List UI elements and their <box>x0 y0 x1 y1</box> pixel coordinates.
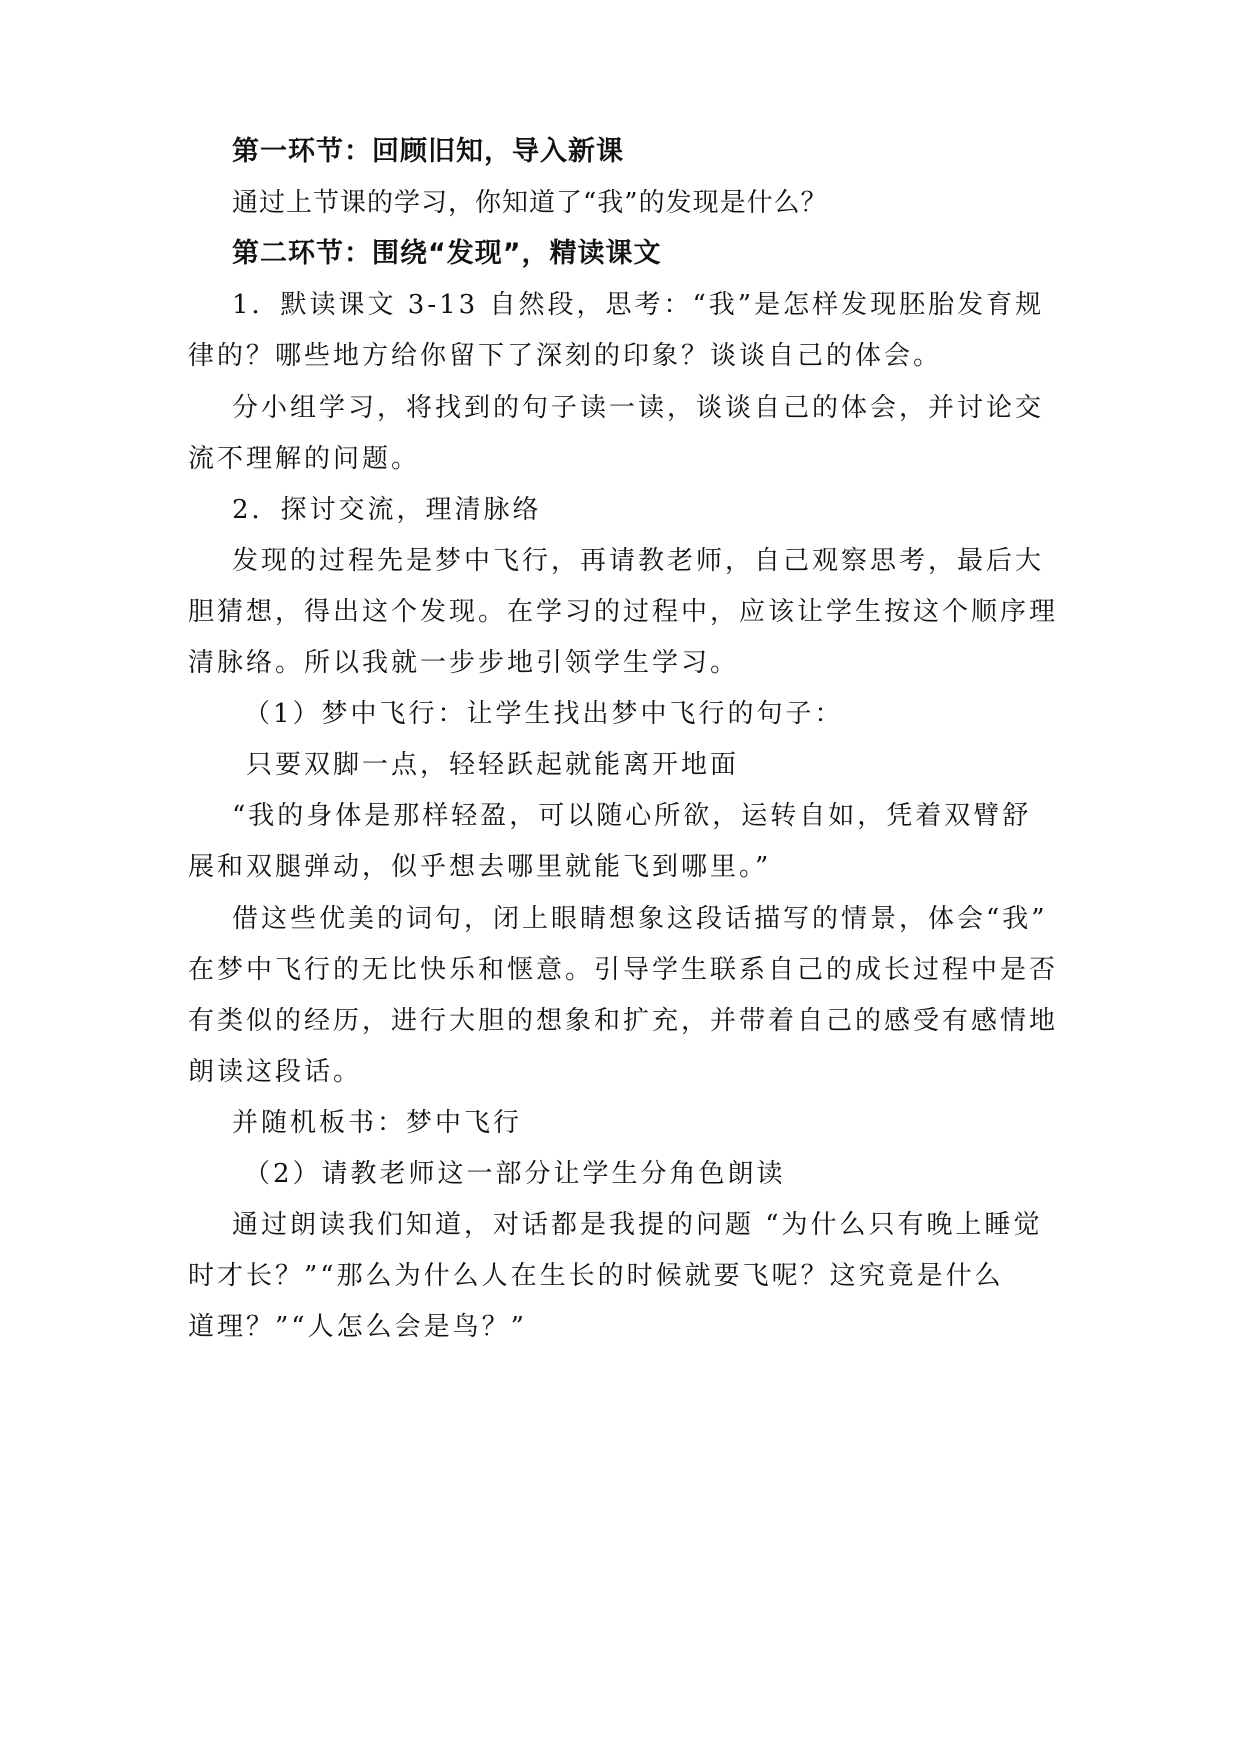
paragraph-line: 2．探讨交流，理清脉络 <box>232 495 542 525</box>
paragraph-line: 通过上节课的学习，你知道了“我”的发现是什么？ <box>232 188 828 218</box>
quoted-line: 只要双脚一点，轻轻跃起就能离开地面 <box>246 750 740 780</box>
paragraph-line: 道理？”“人怎么会是鸟？” <box>188 1312 527 1342</box>
paragraph-line: （2）请教老师这一部分让学生分角色朗读 <box>244 1159 786 1189</box>
paragraph-line: 清脉络。所以我就一步步地引领学生学习。 <box>188 648 740 678</box>
paragraph-line: 发现的过程先是梦中飞行，再请教老师，自己观察思考，最后大 <box>232 546 1045 576</box>
paragraph-line: 在梦中飞行的无比快乐和惬意。引导学生联系自己的成长过程中是否 <box>188 955 1059 985</box>
paragraph-line: 通过朗读我们知道，对话都是我提的问题 “为什么只有晚上睡觉 <box>232 1210 1043 1240</box>
paragraph-line: 时才长？”“那么为什么人在生长的时候就要飞呢？这究竟是什么 <box>188 1261 1004 1291</box>
quoted-line: “我的身体是那样轻盈，可以随心所欲，运转自如，凭着双臂舒 <box>232 801 1032 831</box>
paragraph-line: 朗读这段话。 <box>188 1057 363 1087</box>
paragraph-line: 分小组学习，将找到的句子读一读，谈谈自己的体会，并讨论交 <box>232 393 1045 423</box>
section-heading-1: 第一环节：回顾旧知，导入新课 <box>232 136 624 167</box>
paragraph-line: 律的？哪些地方给你留下了深刻的印象？谈谈自己的体会。 <box>188 341 943 371</box>
paragraph-line: （1）梦中飞行：让学生找出梦中飞行的句子： <box>244 699 844 729</box>
paragraph-line: 胆猜想，得出这个发现。在学习的过程中，应该让学生按这个顺序理 <box>188 597 1059 627</box>
paragraph-line: 流不理解的问题。 <box>188 444 421 474</box>
paragraph-line: 有类似的经历，进行大胆的想象和扩充，并带着自己的感受有感情地 <box>188 1006 1059 1036</box>
quoted-line: 展和双腿弹动，似乎想去哪里就能飞到哪里。” <box>188 852 772 882</box>
paragraph-line: 1．默读课文 3-13 自然段，思考：“我”是怎样发现胚胎发育规 <box>232 290 1045 320</box>
paragraph-line: 并随机板书：梦中飞行 <box>232 1108 523 1138</box>
paragraph-line: 借这些优美的词句，闭上眼睛想象这段话描写的情景，体会“我” <box>232 904 1048 934</box>
section-heading-2: 第二环节：围绕“发现”，精读课文 <box>232 238 662 269</box>
